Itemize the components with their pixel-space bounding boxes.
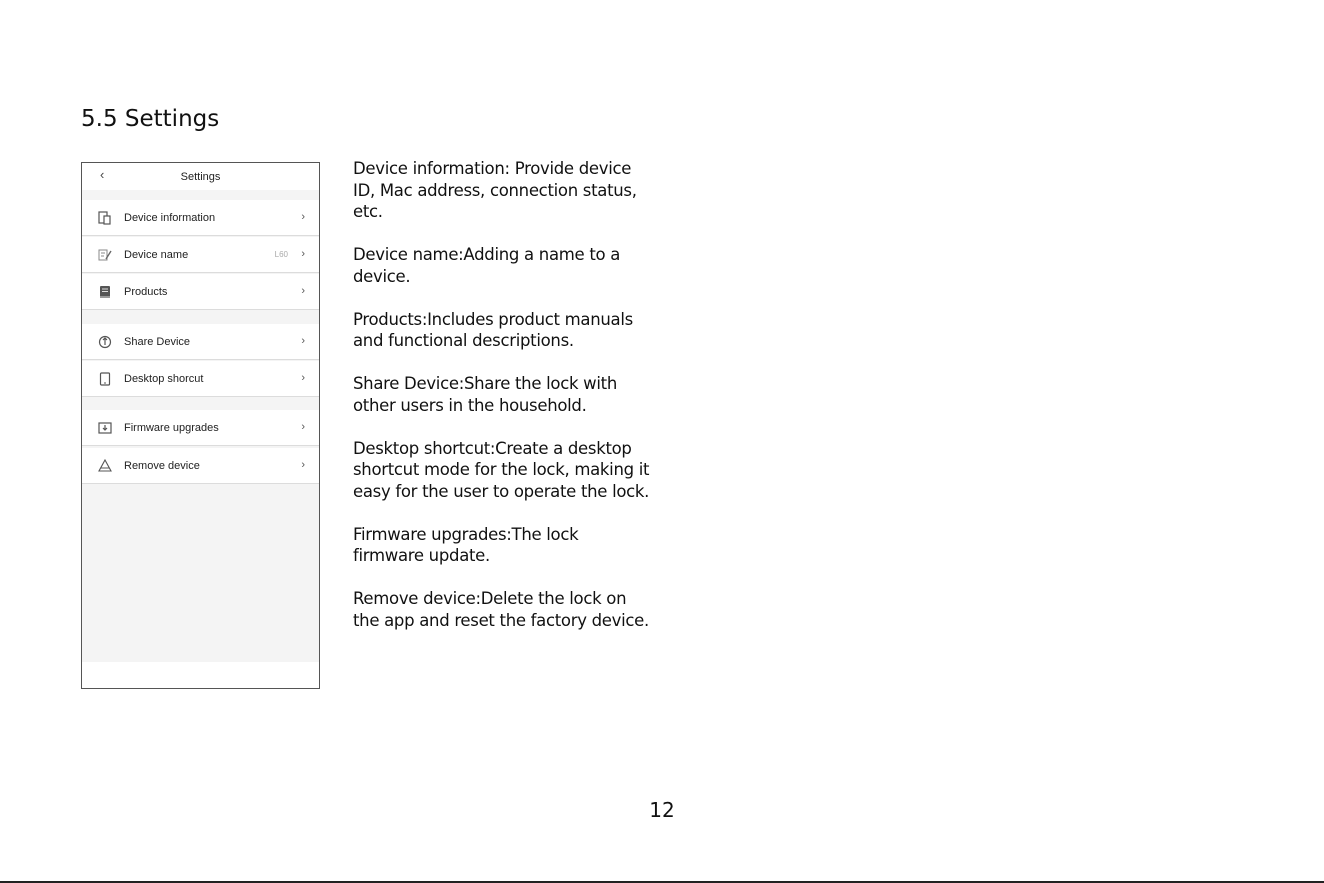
settings-descriptions: [353, 158, 653, 653]
screen-header: [82, 163, 319, 190]
chevron-left-icon[interactable]: ‹: [100, 167, 105, 182]
chevron-right-icon: ›: [301, 335, 305, 347]
settings-row-device-information[interactable]: [82, 200, 319, 236]
description-device-information: Device information: Provide device ID, Mac address, connection status, etc.: [353, 159, 637, 221]
device-info-icon: [98, 211, 112, 225]
settings-row-label: Products: [124, 286, 168, 298]
settings-row-products[interactable]: [82, 274, 319, 310]
device-name-value: L60: [274, 250, 288, 259]
description-remove-device: Remove device:Delete the lock on the app and reset the factory device.: [353, 589, 649, 630]
description-share-device: Share Device:Share the lock with other users in the household.: [353, 374, 617, 415]
chevron-right-icon: ›: [301, 211, 305, 223]
settings-row-share-device[interactable]: [82, 324, 319, 360]
section-title: 5.5 Settings: [81, 106, 220, 132]
settings-row-firmware-upgrades[interactable]: [82, 410, 319, 446]
settings-row-remove-device[interactable]: [82, 448, 319, 484]
settings-screen: [81, 162, 320, 689]
chevron-right-icon: ›: [301, 421, 305, 433]
settings-row-label: Remove device: [124, 460, 200, 472]
settings-row-label: Device information: [124, 212, 216, 224]
screen-title: Settings: [180, 171, 221, 183]
share-icon: [98, 335, 112, 349]
settings-row-device-name[interactable]: [82, 237, 319, 273]
chevron-right-icon: ›: [301, 372, 305, 384]
chevron-right-icon: ›: [301, 285, 305, 297]
chevron-right-icon: ›: [301, 459, 305, 471]
description-firmware-upgrades: Firmware upgrades:The lock firmware update.: [353, 524, 579, 565]
tablet-icon: [98, 372, 112, 386]
remove-device-icon: [98, 459, 112, 473]
description-device-name: Device name:Adding a name to a device.: [353, 245, 621, 286]
settings-row-label: Device name: [124, 249, 189, 261]
download-icon: [98, 421, 112, 435]
chevron-right-icon: ›: [301, 248, 305, 260]
edit-icon: [98, 248, 112, 262]
description-products: Products:Includes product manuals and functional descriptions.: [353, 309, 633, 350]
page-number: 12: [649, 798, 675, 822]
settings-row-label: Share Device: [124, 336, 191, 348]
description-desktop-shortcut: Desktop shortcut:Create a desktop shortcut mode for the lock, making it easy for the user to operate the lock.: [353, 438, 650, 501]
screen-bottom-bar: [82, 662, 319, 688]
settings-row-desktop-shortcut[interactable]: [82, 361, 319, 397]
settings-row-label: Desktop shorcut: [124, 373, 204, 385]
book-icon: [98, 285, 112, 299]
settings-row-label: Firmware upgrades: [124, 422, 219, 434]
